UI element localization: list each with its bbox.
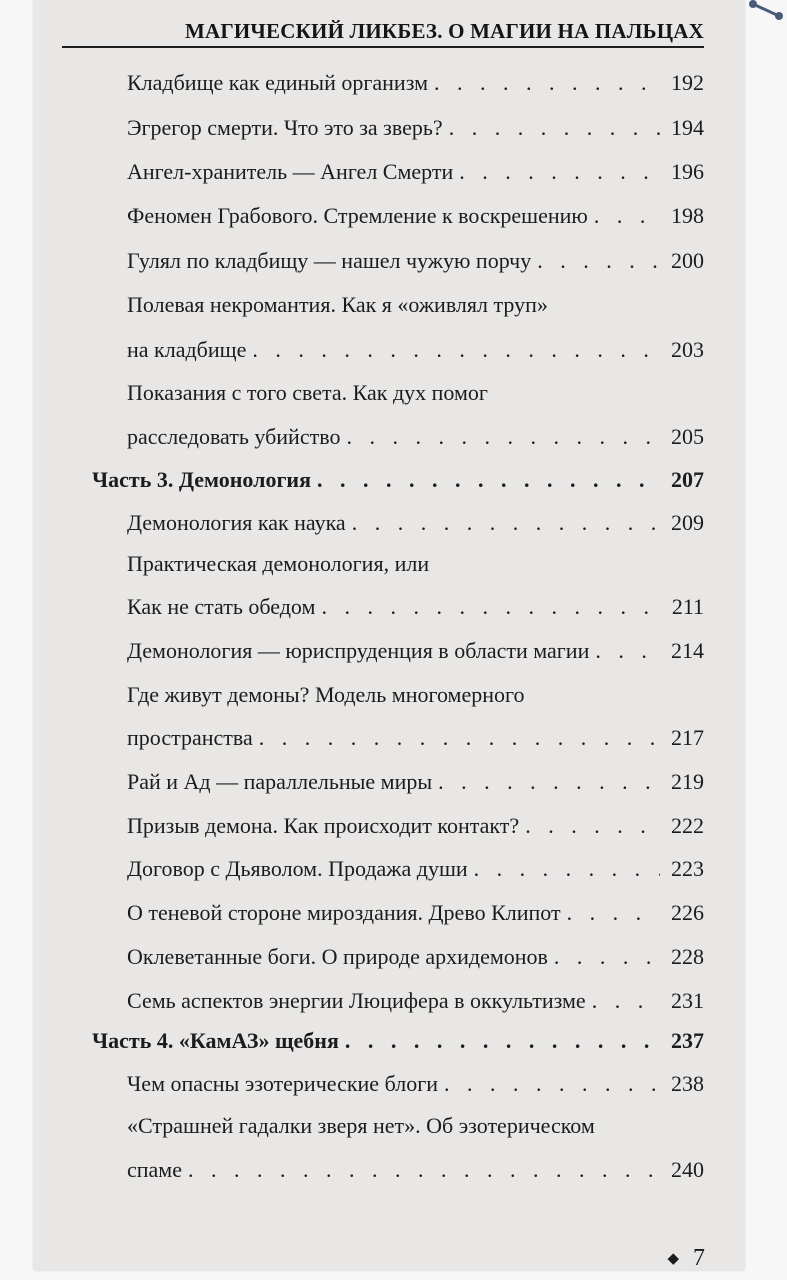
dot-leader bbox=[548, 943, 660, 971]
dot-leader bbox=[531, 247, 660, 275]
dot-leader bbox=[453, 158, 660, 186]
toc-entry bbox=[127, 334, 704, 364]
dot-leader bbox=[468, 855, 660, 883]
toc-entry-page: 238 bbox=[671, 1071, 704, 1096]
dot-leader bbox=[519, 812, 660, 840]
toc-entry-title: Полевая некромантия. Как я «оживлял труп» bbox=[127, 292, 548, 317]
toc-entry bbox=[127, 507, 704, 537]
toc-entry-title: Где живут демоны? Модель многомерного bbox=[127, 682, 525, 707]
toc-entry-title: О теневой стороне мироздания. Древо Клипот bbox=[127, 900, 561, 925]
toc-entry bbox=[127, 421, 704, 451]
dot-leader bbox=[246, 336, 660, 364]
toc-entry-page: 231 bbox=[671, 988, 704, 1013]
dot-leader bbox=[311, 466, 660, 494]
toc-entry-page: 222 bbox=[671, 813, 704, 838]
toc-entry-page: 200 bbox=[671, 248, 704, 273]
dot-leader bbox=[340, 423, 660, 451]
toc-entry-page: 194 bbox=[671, 115, 704, 140]
toc-entry-title: Рай и Ад — параллельные миры bbox=[127, 769, 433, 794]
toc-entry bbox=[127, 897, 704, 927]
toc-entry bbox=[127, 591, 704, 621]
toc-entry-title: спаме bbox=[127, 1157, 182, 1182]
dot-leader bbox=[589, 637, 660, 665]
toc-entry-title: Гулял по кладбищу — нашел чужую порчу bbox=[127, 248, 532, 273]
page-footer bbox=[667, 1245, 705, 1272]
toc-entry-title: Оклеветанные боги. О природе архидемонов bbox=[127, 944, 548, 969]
toc-entry-page: 223 bbox=[671, 856, 704, 881]
toc-entry bbox=[127, 810, 704, 840]
toc-entry-page: 203 bbox=[671, 337, 704, 362]
toc-part-heading bbox=[92, 1025, 704, 1055]
toc-entry-page: 240 bbox=[671, 1157, 704, 1182]
toc-entry-page: 214 bbox=[671, 638, 704, 663]
toc-entry-page: 209 bbox=[671, 510, 704, 535]
toc-entry-title: Часть 4. «КамАЗ» щебня bbox=[92, 1028, 339, 1053]
toc-entry bbox=[127, 377, 704, 407]
dot-leader bbox=[315, 593, 660, 621]
dot-leader bbox=[339, 1027, 660, 1055]
dot-leader bbox=[561, 899, 660, 927]
running-header bbox=[62, 10, 704, 48]
toc-entry bbox=[127, 67, 704, 97]
diamond-icon: ◆ bbox=[667, 1251, 679, 1267]
dot-leader bbox=[443, 114, 660, 142]
toc-part-heading bbox=[92, 464, 704, 494]
toc-entry-title: Эгрегор смерти. Что это за зверь? bbox=[127, 115, 443, 140]
toc-entry-page: 237 bbox=[671, 1028, 704, 1053]
page-number: 7 bbox=[693, 1245, 705, 1271]
toc-entry bbox=[127, 1154, 704, 1184]
toc-entry-title: Феномен Грабового. Стремление к воскрешению bbox=[127, 203, 588, 228]
toc-entry-title: Показания с того света. Как дух помог bbox=[127, 380, 488, 405]
toc-entry bbox=[127, 112, 704, 142]
dot-leader bbox=[428, 69, 660, 97]
toc-entry-page: 219 bbox=[671, 769, 704, 794]
toc-entry-title: Как не стать обедом bbox=[127, 594, 316, 619]
toc-entry bbox=[127, 548, 704, 578]
toc-entry bbox=[127, 941, 704, 971]
toc-entry bbox=[127, 985, 704, 1015]
running-title: МАГИЧЕСКИЙ ЛИКБЕЗ. О МАГИИ НА ПАЛЬЦАХ bbox=[184, 19, 704, 43]
toc-entry-page: 226 bbox=[671, 900, 704, 925]
toc-entry-title: расследовать убийство bbox=[127, 424, 341, 449]
toc-entry bbox=[127, 853, 704, 883]
dot-leader bbox=[346, 509, 660, 537]
dot-leader bbox=[253, 724, 660, 752]
toc-entry-title: Ангел-хранитель — Ангел Смерти bbox=[127, 159, 454, 184]
toc-entry bbox=[127, 1110, 704, 1140]
toc-entry bbox=[127, 766, 704, 796]
toc-entry-page: 207 bbox=[671, 467, 704, 492]
toc-entry-page: 228 bbox=[671, 944, 704, 969]
toc-entry bbox=[127, 679, 704, 709]
toc-entry-title: Часть 3. Демонология bbox=[92, 467, 312, 492]
toc-entry bbox=[127, 722, 704, 752]
toc-entry-title: на кладбище bbox=[127, 337, 247, 362]
toc-entry-page: 217 bbox=[671, 725, 704, 750]
toc-entry bbox=[127, 245, 704, 275]
toc-entry-title: Демонология как наука bbox=[127, 510, 346, 535]
toc-entry bbox=[127, 635, 704, 665]
toc-entry-title: Кладбище как единый организм bbox=[127, 70, 428, 95]
toc-entry-page: 205 bbox=[671, 424, 704, 449]
toc-entry bbox=[127, 1068, 704, 1098]
toc-entry bbox=[127, 200, 704, 230]
toc-entry-page: 211 bbox=[671, 594, 704, 619]
toc-entry-page: 196 bbox=[671, 159, 704, 184]
dot-leader bbox=[438, 1070, 660, 1098]
share-icon[interactable] bbox=[745, 0, 787, 36]
toc-entry bbox=[127, 156, 704, 186]
toc-entry-title: Чем опасны эзотерические блоги bbox=[127, 1071, 438, 1096]
toc-entry bbox=[127, 289, 704, 319]
toc-entry-title: «Страшней гадалки зверя нет». Об эзотерическом bbox=[127, 1113, 595, 1138]
toc-entry-title: Призыв демона. Как происходит контакт? bbox=[127, 813, 520, 838]
toc-entry-title: Практическая демонология, или bbox=[127, 551, 430, 576]
toc-entry-title: пространства bbox=[127, 725, 253, 750]
toc-entry-title: Демонология — юриспруденция в области магии bbox=[127, 638, 590, 663]
dot-leader bbox=[182, 1156, 660, 1184]
dot-leader bbox=[588, 202, 660, 230]
toc-entry-title: Договор с Дьяволом. Продажа души bbox=[127, 856, 468, 881]
dot-leader bbox=[586, 987, 660, 1015]
toc-entry-page: 198 bbox=[671, 203, 704, 228]
toc-entry-page: 192 bbox=[671, 70, 704, 95]
dot-leader bbox=[432, 768, 660, 796]
toc-entry-title: Семь аспектов энергии Люцифера в оккультизме bbox=[127, 988, 586, 1013]
